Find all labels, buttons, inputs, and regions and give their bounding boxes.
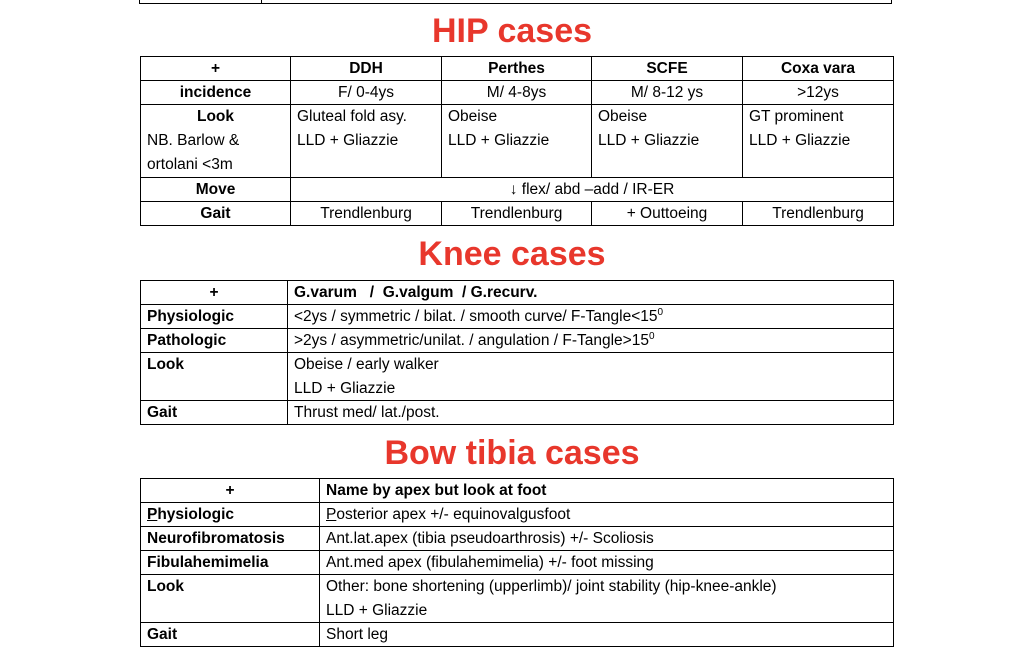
cell-line: Obeise [448, 108, 498, 125]
row-label: Physiologic [141, 305, 288, 329]
row-label: Look [141, 575, 320, 623]
table-row [141, 353, 894, 401]
table-row [141, 401, 894, 425]
table-row [141, 202, 894, 226]
header-cell: + [141, 281, 288, 305]
table-cell [291, 105, 442, 178]
table-cell: Trendlenburg [291, 202, 442, 226]
hip-cases-title: HIP cases [431, 12, 593, 50]
look-note-line: ortolani <3m [147, 156, 233, 173]
row-label: Move [141, 178, 291, 202]
header-cell: + [141, 57, 291, 81]
cell-text: <2ys / symmetric / bilat. / smooth curve/ F-Tangle<15 [294, 308, 658, 325]
row-label: Gait [141, 202, 291, 226]
table-header-row [141, 57, 894, 81]
table-cell [288, 329, 894, 353]
table-row [141, 81, 894, 105]
cell-line: Obeise [598, 108, 648, 125]
table-row [141, 305, 894, 329]
cell-line: Other: bone shortening (upperlimb)/ joint stability (hip-knee-ankle) [326, 578, 777, 595]
look-label: Look [196, 108, 235, 125]
table-cell: Trendlenburg [442, 202, 592, 226]
table-cell: Thrust med/ lat./post. [288, 401, 894, 425]
value-initial: P [326, 506, 337, 523]
table-cell: >12ys [743, 81, 894, 105]
bow-tibia-cases-title: Bow tibia cases [384, 434, 640, 472]
table-cell [743, 105, 894, 178]
table-cell [442, 105, 592, 178]
table-row [141, 105, 894, 178]
label-initial: P [147, 506, 158, 523]
table-cell: Short leg [320, 623, 894, 647]
header-cell: G.varum / G.valgum / G.recurv. [288, 281, 894, 305]
row-label: Look [141, 353, 288, 401]
table-cell [288, 353, 894, 401]
table-cell: ↓ flex/ abd –add / IR-ER [291, 178, 894, 202]
table-cell [592, 105, 743, 178]
row-label: Fibulahemimelia [141, 551, 320, 575]
row-label: Gait [141, 401, 288, 425]
table-cell [288, 305, 894, 329]
row-label: Pathologic [141, 329, 288, 353]
table-cell: M/ 8-12 ys [592, 81, 743, 105]
table-cell: M/ 4-8ys [442, 81, 592, 105]
table-row [141, 575, 894, 623]
row-label [141, 105, 291, 178]
table-row [141, 527, 894, 551]
label-rest: hysiologic [157, 506, 234, 523]
table-cell [320, 503, 894, 527]
cell-line: LLD + Gliazzie [326, 601, 428, 619]
header-cell: SCFE [592, 57, 743, 81]
table-cell: Trendlenburg [743, 202, 894, 226]
row-label: Gait [141, 623, 320, 647]
cell-line: LLD + Gliazzie [294, 379, 396, 397]
table-row [141, 178, 894, 202]
table-header-row [141, 479, 894, 503]
bow-tibia-cases-table [140, 478, 894, 647]
table-cell: Ant.med apex (fibulahemimelia) +/- foot missing [320, 551, 894, 575]
table-cell: Ant.lat.apex (tibia pseudoarthrosis) +/- Scoliosis [320, 527, 894, 551]
table-cell: + Outtoeing [592, 202, 743, 226]
knee-cases-title: Knee cases [418, 235, 606, 273]
previous-table-remnant [139, 0, 892, 4]
hip-cases-table [140, 56, 894, 226]
cell-line: LLD + Gliazzie [598, 132, 700, 149]
row-label [141, 503, 320, 527]
cell-line: GT prominent [749, 108, 844, 125]
degree-superscript: 0 [648, 331, 655, 342]
cell-line: LLD + Gliazzie [749, 132, 851, 149]
cell-line: LLD + Gliazzie [297, 132, 399, 149]
row-label: Neurofibromatosis [141, 527, 320, 551]
cell-line: Gluteal fold asy. [297, 108, 407, 125]
header-cell: DDH [291, 57, 442, 81]
cell-text: >2ys / asymmetric/unilat. / angulation / F-Tangle>15 [294, 332, 649, 349]
table-row [141, 623, 894, 647]
header-cell: Coxa vara [743, 57, 894, 81]
degree-superscript: 0 [657, 307, 664, 318]
header-cell: Name by apex but look at foot [320, 479, 894, 503]
table-cell: F/ 0-4ys [291, 81, 442, 105]
value-rest: osterior apex +/- equinovalgusfoot [336, 506, 571, 523]
look-note-line: NB. Barlow & [147, 132, 240, 149]
table-row [141, 551, 894, 575]
table-row [141, 503, 894, 527]
knee-cases-table [140, 280, 894, 425]
cell-line: Obeise / early walker [294, 356, 439, 373]
header-cell: + [141, 479, 320, 503]
table-header-row [141, 281, 894, 305]
table-cell [320, 575, 894, 623]
cell-line: LLD + Gliazzie [448, 132, 550, 149]
header-cell: Perthes [442, 57, 592, 81]
table-row [141, 329, 894, 353]
row-label: incidence [141, 81, 291, 105]
